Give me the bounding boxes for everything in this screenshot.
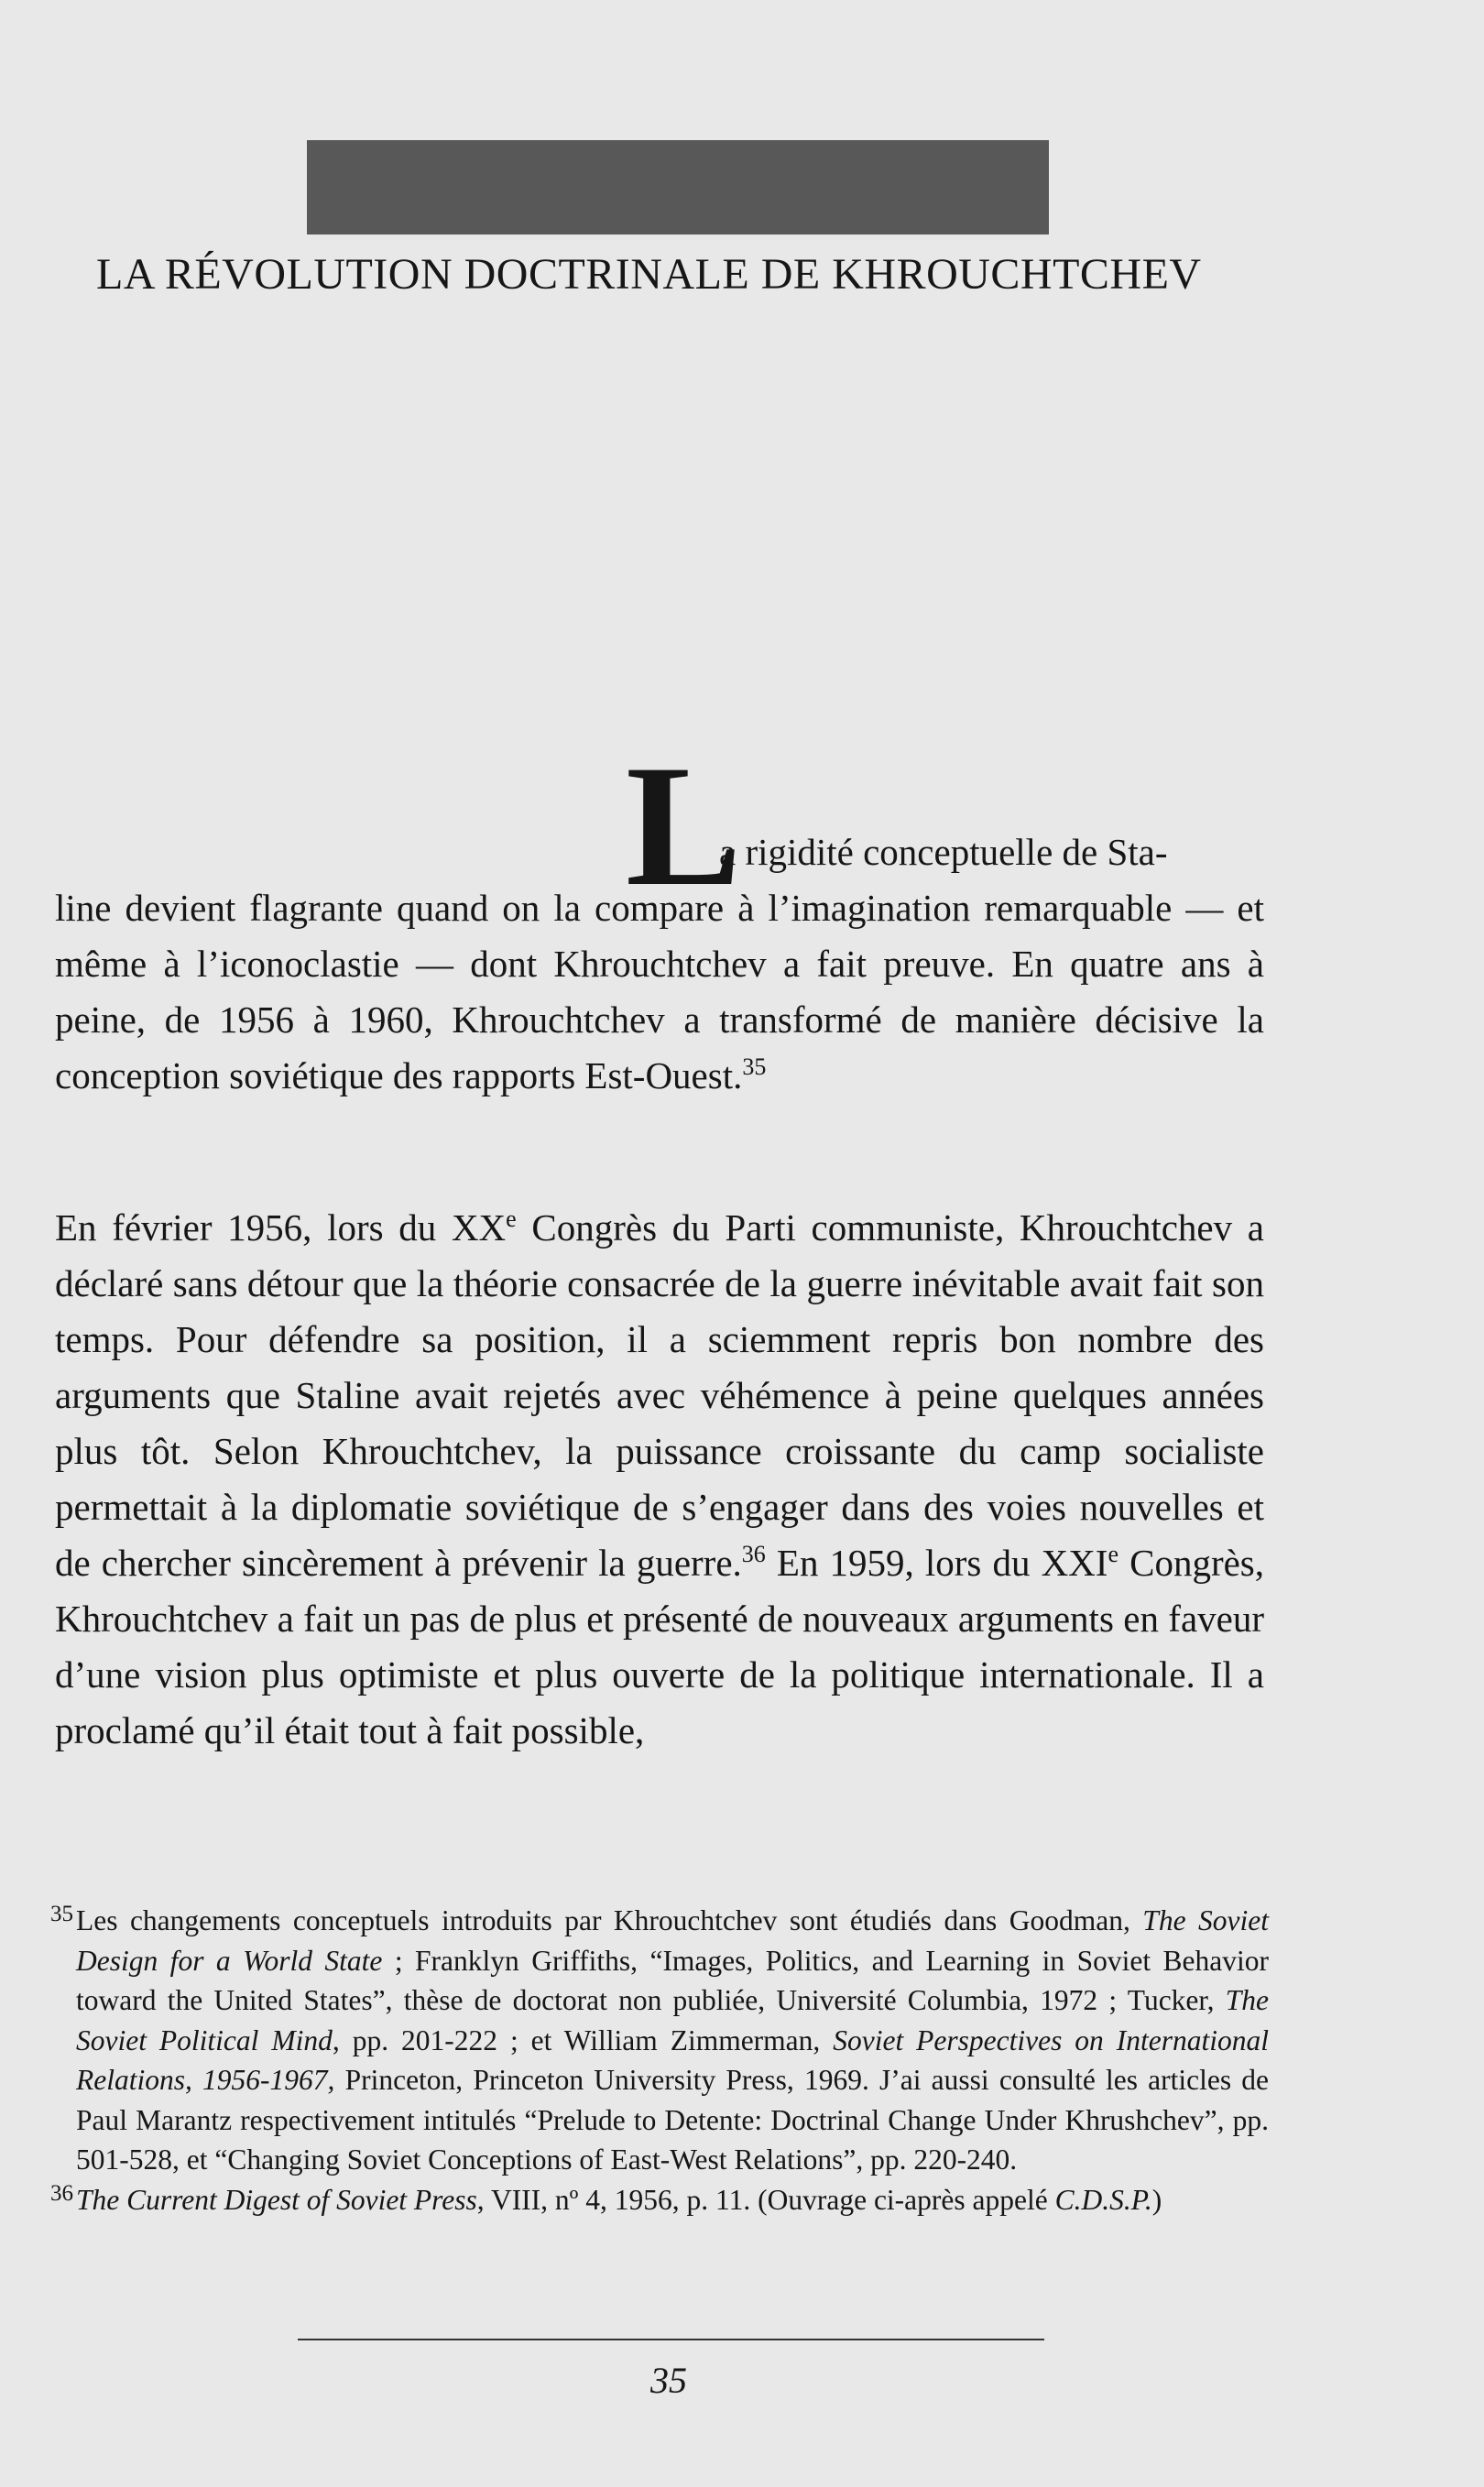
- paragraph-first-line: a rigidité conceptuelle de Sta-: [719, 831, 1168, 873]
- superscript-e: e: [506, 1205, 517, 1232]
- footer-rule: [298, 2339, 1044, 2340]
- footnote-ref-35: 35: [742, 1053, 767, 1080]
- footnote-italic-text: The Soviet Political Mind: [76, 1984, 1269, 2056]
- footnote-text-run: , VIII, nº 4, 1956, p. 11. (Ouvrage ci-après appelé: [476, 2183, 1055, 2216]
- footnote-italic-text: C.D.S.P.: [1054, 2183, 1152, 2216]
- footnote-text-run: ): [1151, 2183, 1162, 2216]
- footnote-italic-text: Soviet Perspectives on International Relations, 1956-1967,: [76, 2023, 1269, 2096]
- page-number: 35: [650, 2360, 687, 2401]
- footnote-text: [50, 1901, 1269, 2180]
- footnote-marker: 36: [50, 2180, 73, 2206]
- footnote-text-run: Les changements conceptuels introduits par Khrouchtchev sont étudiés dans Goodman,: [76, 1904, 1143, 1936]
- chapter-title: LA RÉVOLUTION DOCTRINALE DE KHROUCHTCHEV: [96, 250, 1202, 299]
- footnote-text-run: ; Franklyn Griffiths, “Images, Politics, and Learning in Soviet Behavior toward the United States”, thèse de doctorat non publiée, Université Columbia, 1972 ; Tucker,: [76, 1944, 1270, 2016]
- paragraph-2-text-b: Congrès du Parti communiste, Khrouchtchev a déclaré sans détour que la théorie consacrée de la guerre inévitable avait fait son temps. Pour défendre sa position, il a sciemment repris bon nombre des arguments que Staline avait rejetés avec véhémence à peine quelques années plus tôt. Selon Khrouchtchev, la puissance croissante du camp socialiste permettait à la diplomatie soviétique de s’engager dans des voies nouvelles et de chercher sincèrement à prévenir la guerre.: [55, 1206, 1264, 1584]
- footnote-italic-text: The Soviet Design for a World State: [76, 1904, 1269, 1977]
- paragraph-1: [55, 880, 1264, 1104]
- footnote-text-run: Princeton, Princeton University Press, 1969. J’ai aussi consulté les articles de Paul Marantz respectivement intitulés “Prelude to Detente: Doctrinal Change Under Khrushchev”, pp. 501-528, et “Changing Soviet Conceptions of East-West Relations”, pp. 220-240.: [76, 2064, 1269, 2176]
- paragraph-2-text-d: Congrès, Khrouchtchev a fait un pas de plus et présenté de nouveaux arguments en faveur d’une vision plus optimiste et plus ouverte de la politique internationale. Il a proclamé qu’il était tout à fait possible,: [55, 1542, 1265, 1751]
- paragraph-2-text-c: En 1959, lors du XXI: [765, 1542, 1108, 1584]
- footnote-text: [50, 2180, 1269, 2220]
- superscript-e: e: [1108, 1541, 1118, 1567]
- footnote-text-run: , pp. 201-222 ; et William Zimmerman,: [332, 2023, 834, 2056]
- footnote-ref-36: 36: [741, 1541, 766, 1567]
- footnote-italic-text: The Current Digest of Soviet Press: [76, 2183, 477, 2216]
- paragraph-2-text-a: En février 1956, lors du XX: [55, 1206, 507, 1249]
- chapter-header-bar: [307, 140, 1049, 235]
- paragraph-2: [55, 1200, 1264, 1759]
- paragraph-1-text: line devient flagrante quand on la compare à l’imagination remarquable — et même à l’iconoclastie — dont Khrouchtchev a fait preuve. En quatre ans à peine, de 1956 à 1960, Khrouchtchev a transformé de manière décisive la conception soviétique des rapports Est-Ouest.: [55, 887, 1264, 1096]
- footnote-marker: 35: [50, 1902, 73, 1926]
- footnote: [50, 2180, 1269, 2220]
- footnote: [50, 1901, 1269, 2180]
- drop-cap: L: [626, 730, 742, 922]
- footnotes: [50, 1901, 1269, 2220]
